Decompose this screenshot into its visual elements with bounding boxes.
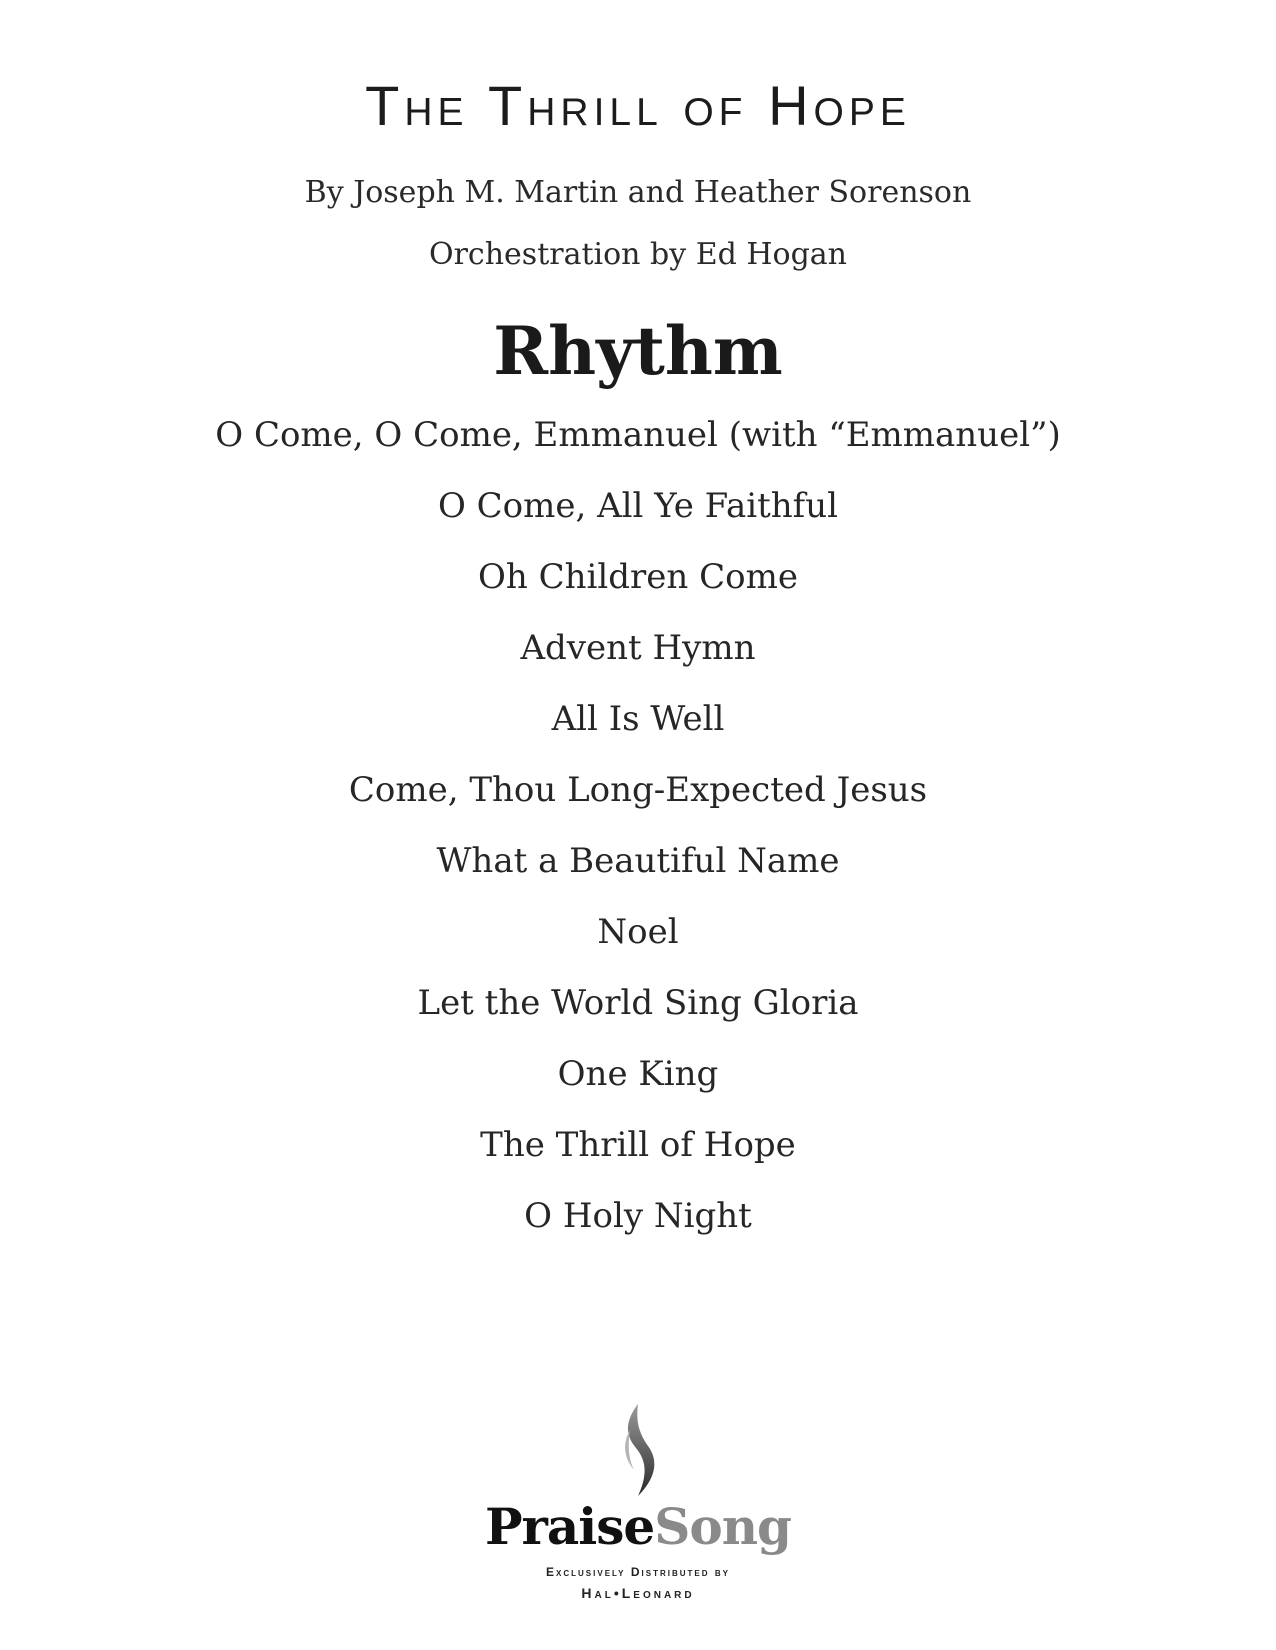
list-item: O Come, O Come, Emmanuel (with “Emmanuel”) (215, 415, 1061, 455)
list-item: The Thrill of Hope (480, 1125, 796, 1165)
list-item: All Is Well (551, 699, 725, 739)
part-name: Rhythm (493, 312, 783, 390)
list-item: O Holy Night (524, 1196, 752, 1236)
list-item: Come, Thou Long-Expected Jesus (348, 770, 928, 810)
list-item: O Come, All Ye Faithful (437, 486, 838, 526)
list-item: One King (557, 1054, 719, 1094)
brand-name-first: Praise (484, 1497, 655, 1556)
list-item: Noel (597, 912, 679, 952)
distribution-note: Exclusively Distributed by (546, 1565, 730, 1579)
author-credit: By Joseph M. Martin and Heather Sorenson (304, 175, 972, 210)
brand-name-second: Song (654, 1497, 792, 1556)
page-title: The Thrill of Hope (365, 74, 911, 137)
flame-swirl-icon (608, 1400, 668, 1500)
brand-name (0, 1497, 1276, 1556)
list-item: Let the World Sing Gloria (417, 983, 859, 1023)
list-item: Advent Hymn (520, 628, 756, 668)
distributor-name: Hal•Leonard (581, 1585, 695, 1601)
song-list (0, 415, 1276, 1270)
publisher-logo (0, 1400, 1276, 1600)
orchestration-credit: Orchestration by Ed Hogan (428, 237, 848, 272)
list-item: Oh Children Come (478, 557, 798, 597)
list-item: What a Beautiful Name (436, 841, 840, 881)
